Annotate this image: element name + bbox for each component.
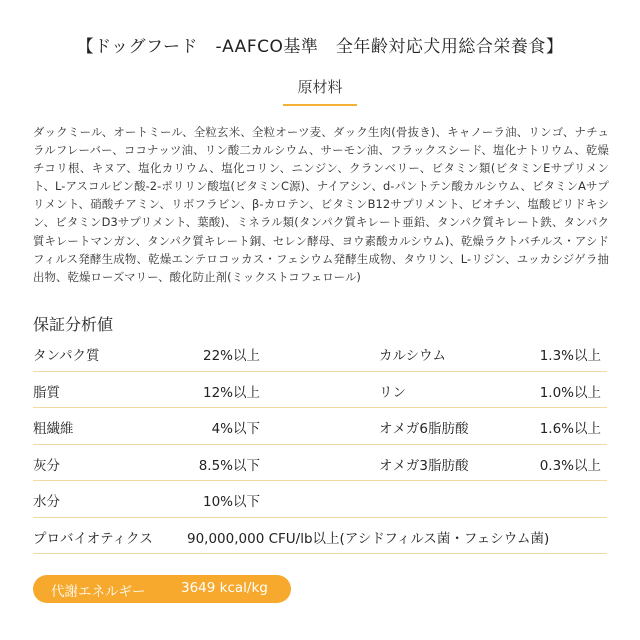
energy-badge: [33, 575, 291, 603]
nutrient-value: 22%以上: [202, 348, 260, 364]
energy-label: 代謝エネルギー: [51, 584, 146, 600]
energy-value: 3649 kcal/kg: [181, 580, 268, 596]
nutrient-value: 10%以下: [202, 494, 260, 510]
probiotics-value: 90,000,000 CFU/lb以上(アシドフィルス菌・フェシウム菌): [187, 530, 550, 547]
nutrient-label: 粗繊維: [33, 421, 74, 437]
nutrient-label: リン: [379, 384, 406, 401]
nutrient-label: 灰分: [33, 457, 60, 474]
table-row: [33, 445, 607, 482]
nutrient-label: 脂質: [33, 384, 60, 401]
nutrient-label: カルシウム: [379, 348, 447, 364]
nutrient-label: タンパク質: [33, 348, 100, 364]
nutrient-value: 1.0%以上: [539, 384, 601, 401]
heading-underline: [283, 104, 357, 106]
ingredients-list: ダックミール、オートミール、全粒玄米、全粒オーツ麦、ダック生肉(骨抜き)、キャノーラ油、リンゴ、ナチュラルフレーバー、ココナッツ油、リン酸二カルシウム、サーモン油、フラックスシード、塩化ナトリウム、乾燥チコリ根、キヌア、塩化カリウム、塩化コリン、ニンジン、クランベリー、ビタミン類(ビタミンEサプリメント、L-アスコルビン酸-2-ポリリン酸塩(ビタミンC源)、ナイアシン、d-パントテン酸カルシウム、ビタミンAサプリメント、硝酸チアミン、リボフラビン、β-カロテン、ビタミンB12サプリメント、ビオチン、塩酸ピリドキシン、ビタミンD3サプリメント、葉酸)、ミネラル類(タンパク質キレート亜鉛、タンパク質キレート鉄、タンパク質キレートマンガン、タンパク質キレート銅、セレン酵母、ヨウ素酸カルシウム)、乾燥ラクトバチルス・アシドフィルス発酵生成物、乾燥エンテロコッカス・フェシウム発酵生成物、タウリン、L-リジン、ユッカシジゲラ抽出物、乾燥ローズマリー、酸化防止剤(ミックストコフェロール): [33, 125, 609, 284]
guaranteed-analysis-heading: 保証分析値: [33, 315, 114, 334]
probiotics-label: プロバイオティクス: [33, 530, 153, 547]
analysis-table: [33, 335, 607, 554]
nutrient-value: 12%以上: [202, 384, 260, 401]
nutrient-value: 4%以下: [211, 421, 260, 437]
nutrient-value: 8.5%以下: [198, 457, 260, 474]
nutrient-value: 1.6%以上: [539, 421, 601, 437]
nutrient-label: オメガ3脂肪酸: [379, 457, 469, 474]
nutrient-label: 水分: [33, 494, 60, 510]
table-row: [33, 481, 607, 518]
table-row: [33, 408, 607, 445]
page-title: 【ドッグフード -AAFCO基準 全年齢対応犬用総合栄養食】: [76, 37, 564, 57]
table-row: [33, 372, 607, 409]
nutrient-value: 1.3%以上: [539, 348, 601, 364]
nutrient-label: オメガ6脂肪酸: [379, 421, 469, 437]
table-row-probiotics: [33, 518, 607, 555]
ingredients-heading: 原材料: [297, 78, 343, 96]
table-row: [33, 335, 607, 372]
nutrient-value: 0.3%以上: [539, 457, 601, 474]
